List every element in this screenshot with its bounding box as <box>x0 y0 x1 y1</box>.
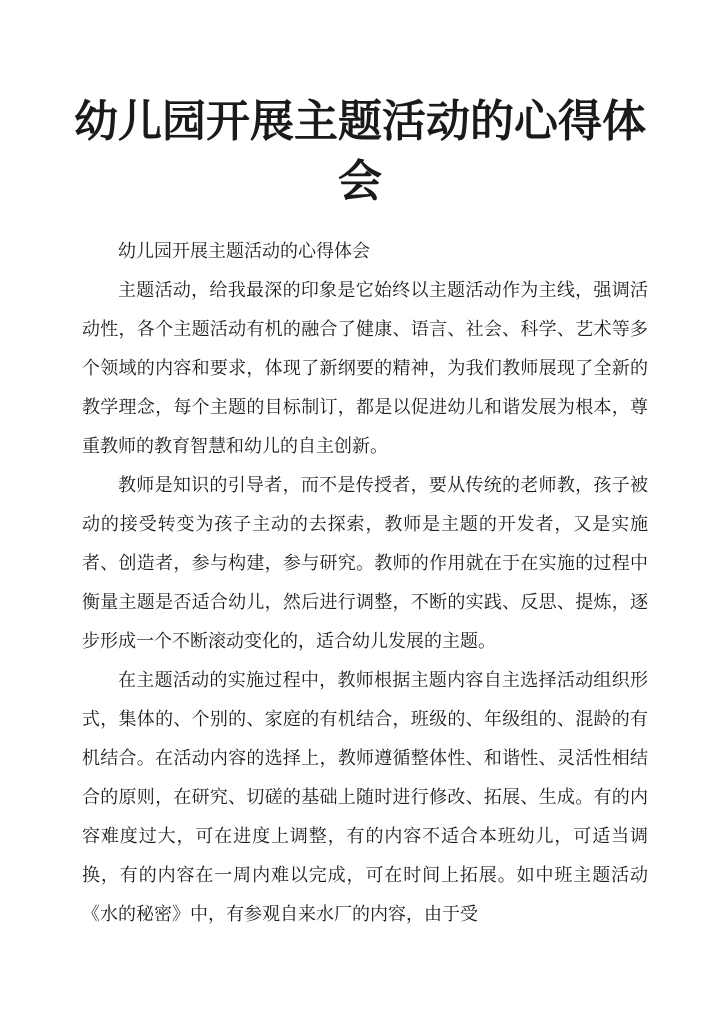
document-title: 幼儿园开展主题活动的心得体会 <box>74 96 646 207</box>
paragraph-3: 在主题活动的实施过程中，教师根据主题内容自主选择活动组织形式，集体的、个别的、家庭的有机结合，班级的、年级组的、混龄的有机结合。在活动内容的选择上，教师遵循整体性、和谐性、灵活性相结合的原则，在研究、切磋的基础上随时进行修改、拓展、生成。有的内容难度过大，可在进度上调整，有的内容不适合本班幼儿，可适当调换，有的内容在一周内难以完成，可在时间上拓展。如中班主题活动《水的秘密》中，有参观自来水厂的内容，由于受 <box>82 670 648 925</box>
paragraph-1: 主题活动，给我最深的印象是它始终以主题活动作为主线，强调活动性，各个主题活动有机的融合了健康、语言、社会、科学、艺术等多个领域的内容和要求，体现了新纲要的精神，为我们教师展现了全新的教学理念，每个主题的目标制订，都是以促进幼儿和谐发展为根本，尊重教师的教育智慧和幼儿的自主创新。 <box>82 280 648 457</box>
document-subtitle: 幼儿园开展主题活动的心得体会 <box>118 241 370 262</box>
paragraph-2: 教师是知识的引导者，而不是传授者，要从传统的老师教，孩子被动的接受转变为孩子主动的去探索，教师是主题的开发者，又是实施者、创造者，参与构建，参与研究。教师的作用就在于在实施的过程中衡量主题是否适合幼儿，然后进行调整，不断的实践、反思、提炼，逐步形成一个不断滚动变化的，适合幼儿发展的主题。 <box>82 475 648 652</box>
document-body <box>82 232 648 934</box>
